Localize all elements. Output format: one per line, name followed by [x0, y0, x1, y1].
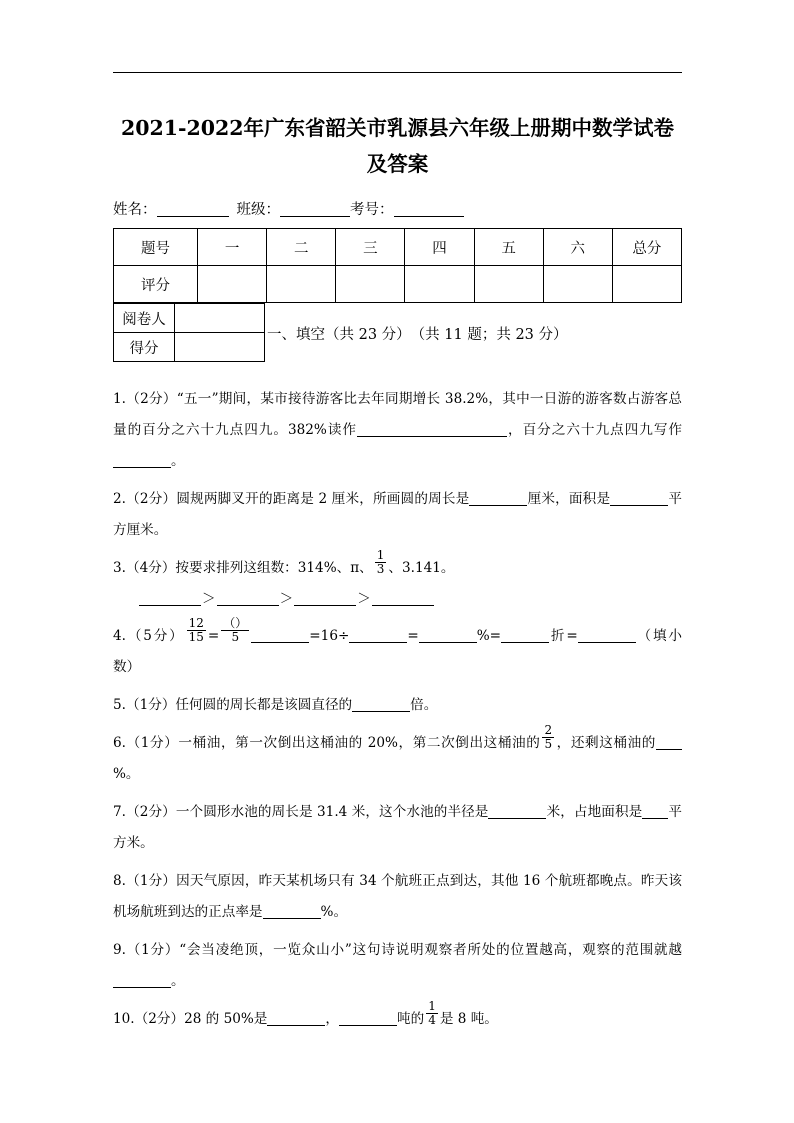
question-5-marks: （1分） — [125, 697, 176, 713]
question-7-blank-2[interactable] — [642, 804, 668, 819]
student-info-line — [113, 198, 682, 222]
question-4-blank-3[interactable] — [419, 628, 477, 643]
name-label: 姓名： — [113, 202, 157, 218]
question-10 — [113, 999, 682, 1035]
exam-no-input-blank[interactable] — [394, 216, 464, 217]
question-7-text-b: 米，占地面积是 — [546, 804, 643, 820]
question-9-marks: （1分） — [125, 942, 180, 958]
score-table-col-3: 三 — [336, 229, 405, 266]
class-label: 班级： — [236, 202, 280, 218]
question-10-marks: （2分） — [134, 1011, 185, 1027]
question-5 — [113, 690, 682, 721]
score-table-col-6: 六 — [543, 229, 612, 266]
question-9-text-b: 。 — [171, 973, 185, 989]
table-row-header — [114, 229, 682, 266]
question-list — [113, 384, 682, 1035]
score-cell-total[interactable] — [612, 266, 681, 303]
question-10-text-c: 吨的 — [397, 1011, 425, 1027]
question-1-blank-1[interactable] — [357, 422, 507, 437]
question-1-number: 1. — [113, 391, 126, 407]
question-8 — [113, 866, 682, 928]
score-table-col-5: 五 — [474, 229, 543, 266]
score-cell-5[interactable] — [474, 266, 543, 303]
question-4 — [113, 616, 683, 683]
question-2-text-a: 圆规两脚叉开的距离是 2 厘米，所画圆的周长是 — [176, 491, 470, 507]
question-4-marks: （5分） — [125, 628, 185, 644]
question-1-text-c: 。 — [171, 453, 185, 469]
question-9 — [113, 935, 682, 997]
question-3-order-blank-1[interactable] — [139, 591, 201, 606]
score-cell-2[interactable] — [267, 266, 336, 303]
question-7-text-c: 平方米。 — [113, 804, 683, 851]
question-4-percent: %= — [476, 628, 502, 644]
question-10-fraction-denominator: 4 — [428, 1013, 436, 1027]
question-10-fraction — [426, 1000, 438, 1026]
question-8-text-b: %。 — [320, 904, 348, 920]
question-8-blank-1[interactable] — [263, 904, 321, 919]
grader-value-cell[interactable] — [175, 304, 265, 333]
question-6-text-a: 一桶油，第一次倒出这桶油的 20%，第二次倒出这桶油的 — [178, 735, 541, 751]
question-3 — [113, 548, 682, 584]
grader-label: 阅卷人 — [114, 304, 175, 333]
question-10-text-b: ， — [325, 1011, 339, 1027]
question-6-fraction-denominator: 5 — [544, 737, 553, 751]
question-3-fraction-denominator: 3 — [376, 562, 385, 576]
question-5-text-b: 倍。 — [410, 697, 438, 713]
exam-no-label: 考号： — [350, 202, 394, 218]
question-4-fraction-1-denominator: 15 — [188, 630, 204, 644]
score-table-col-2: 二 — [267, 229, 336, 266]
score-cell-3[interactable] — [336, 266, 405, 303]
name-input-blank[interactable] — [157, 216, 229, 217]
table-row-score — [114, 333, 265, 362]
question-5-number: 5. — [113, 697, 126, 713]
class-input-blank[interactable] — [280, 216, 350, 217]
question-4-number: 4. — [113, 628, 126, 644]
question-3-text-a: 按要求排列这组数：314%、π、 — [175, 560, 373, 576]
question-7-text-a: 一个圆形水池的周长是 31.4 米，这个水池的半径是 — [175, 804, 489, 820]
question-9-blank-1[interactable] — [113, 973, 171, 988]
table-row-scores — [114, 266, 682, 303]
question-3-order-blank-4[interactable] — [372, 591, 434, 606]
score-table-col-total: 总分 — [612, 229, 681, 266]
score-table-row-label-1: 评分 — [114, 266, 198, 303]
question-6-blank-1[interactable] — [656, 735, 682, 750]
score-table-row-label-0: 题号 — [114, 229, 198, 266]
question-6-text-b: ，还剩这桶油的 — [556, 735, 656, 751]
question-4-blank-4[interactable] — [501, 628, 549, 643]
question-3-number: 3. — [113, 560, 126, 576]
grader-section — [113, 303, 682, 362]
question-9-number: 9. — [113, 942, 126, 958]
question-3-answer-line — [139, 584, 682, 615]
question-4-equals-1: = — [207, 628, 220, 644]
question-1-text-b: ，百分之六十九点四九写作 — [507, 422, 683, 438]
question-4-fraction-1 — [187, 617, 206, 643]
score-table-col-1: 一 — [198, 229, 267, 266]
table-row-grader — [114, 304, 265, 333]
question-8-marks: （1分） — [125, 873, 177, 889]
question-7-marks: （2分） — [125, 804, 176, 820]
question-8-text-a: 因天气原因，昨天某机场只有 34 个航班正点到达，其他 16 个航班都晚点。昨天该机场航班到达的正点率是 — [113, 873, 682, 920]
score-cell-6[interactable] — [543, 266, 612, 303]
question-10-text-d: 是 8 吨。 — [439, 1011, 498, 1027]
section-heading: 一、填空（共 23 分） （共 11 题；共 23 分） — [267, 327, 568, 343]
question-10-text-a: 28 的 50%是 — [184, 1011, 268, 1027]
grader-table — [113, 303, 265, 362]
question-4-fraction-2 — [221, 617, 249, 643]
question-3-order-blank-3[interactable] — [294, 591, 356, 606]
score-cell-1[interactable] — [198, 266, 267, 303]
score-table — [113, 228, 682, 303]
question-4-blank-2[interactable] — [349, 628, 407, 643]
question-4-tail: （填小数） — [113, 628, 683, 675]
question-3-text-b: 、3.141。 — [388, 560, 455, 576]
question-4-zhe: 折= — [549, 628, 578, 644]
question-1 — [113, 384, 682, 477]
question-7-blank-1[interactable] — [488, 804, 546, 819]
question-6-fraction — [542, 724, 554, 750]
question-6-fraction-numerator: 2 — [544, 723, 553, 738]
question-7 — [113, 797, 682, 859]
question-3-fraction — [375, 549, 387, 575]
question-2 — [113, 484, 682, 546]
question-7-number: 7. — [113, 804, 126, 820]
question-6-number: 6. — [113, 735, 126, 751]
score-label: 得分 — [114, 333, 175, 362]
question-3-separator-1: ＞ — [202, 591, 216, 607]
question-1-text-a: “五一”期间，某市接待游客比去年同期增长 38.2%，其中一日游的游客数占游客总量的百分之六十九点四九。382%读作 — [113, 391, 682, 438]
question-10-number: 10. — [113, 1011, 135, 1027]
question-10-fraction-numerator: 1 — [428, 999, 436, 1014]
question-4-fraction-1-numerator: 12 — [188, 616, 204, 631]
question-1-marks: （2分） — [125, 391, 177, 407]
question-4-fraction-2-numerator: （） — [223, 616, 248, 631]
question-3-separator-3: ＞ — [357, 591, 371, 607]
question-4-blank-5[interactable] — [578, 628, 636, 643]
score-table-col-4: 四 — [405, 229, 474, 266]
question-3-separator-2: ＞ — [279, 591, 294, 607]
question-4-fraction-2-denominator: 5 — [221, 630, 249, 644]
question-3-fraction-numerator: 1 — [376, 548, 385, 563]
question-4-equals-3: = — [407, 628, 419, 644]
question-2-text-c: 平方厘米。 — [113, 491, 682, 538]
question-9-text-a: “会当凌绝顶，一览众山小”这句诗说明观察者所处的位置越高，观察的范围就越 — [179, 942, 682, 958]
score-cell-4[interactable] — [405, 266, 474, 303]
question-2-number: 2. — [113, 491, 126, 507]
header-divider — [113, 72, 682, 73]
question-4-equals-2: =16÷ — [309, 628, 350, 644]
page-title-line1: 2021-2022年广东省韶关市乳源县六年级上册期中数学试卷 — [120, 116, 675, 140]
question-1-blank-2[interactable] — [113, 453, 171, 468]
page-title — [113, 110, 682, 182]
question-2-marks: （2分） — [125, 491, 177, 507]
question-10-blank-1[interactable] — [267, 1011, 325, 1026]
question-2-blank-2[interactable] — [610, 491, 668, 506]
question-10-blank-2[interactable] — [339, 1011, 397, 1026]
question-3-order-blank-2[interactable] — [217, 591, 279, 606]
question-4-blank-1[interactable] — [251, 628, 309, 643]
question-8-number: 8. — [113, 873, 126, 889]
question-2-blank-1[interactable] — [469, 491, 527, 506]
question-6-text-c: %。 — [113, 766, 140, 782]
question-2-text-b: 厘米，面积是 — [527, 491, 611, 507]
question-3-marks: （4分） — [125, 560, 176, 576]
question-6-marks: （1分） — [125, 735, 179, 751]
question-6 — [113, 723, 682, 790]
score-value-cell[interactable] — [175, 333, 265, 362]
page-content — [113, 110, 682, 1042]
question-5-text-a: 任何圆的周长都是该圆直径的 — [175, 697, 353, 713]
page-title-line2: 及答案 — [366, 152, 429, 176]
question-5-blank-1[interactable] — [352, 697, 410, 712]
